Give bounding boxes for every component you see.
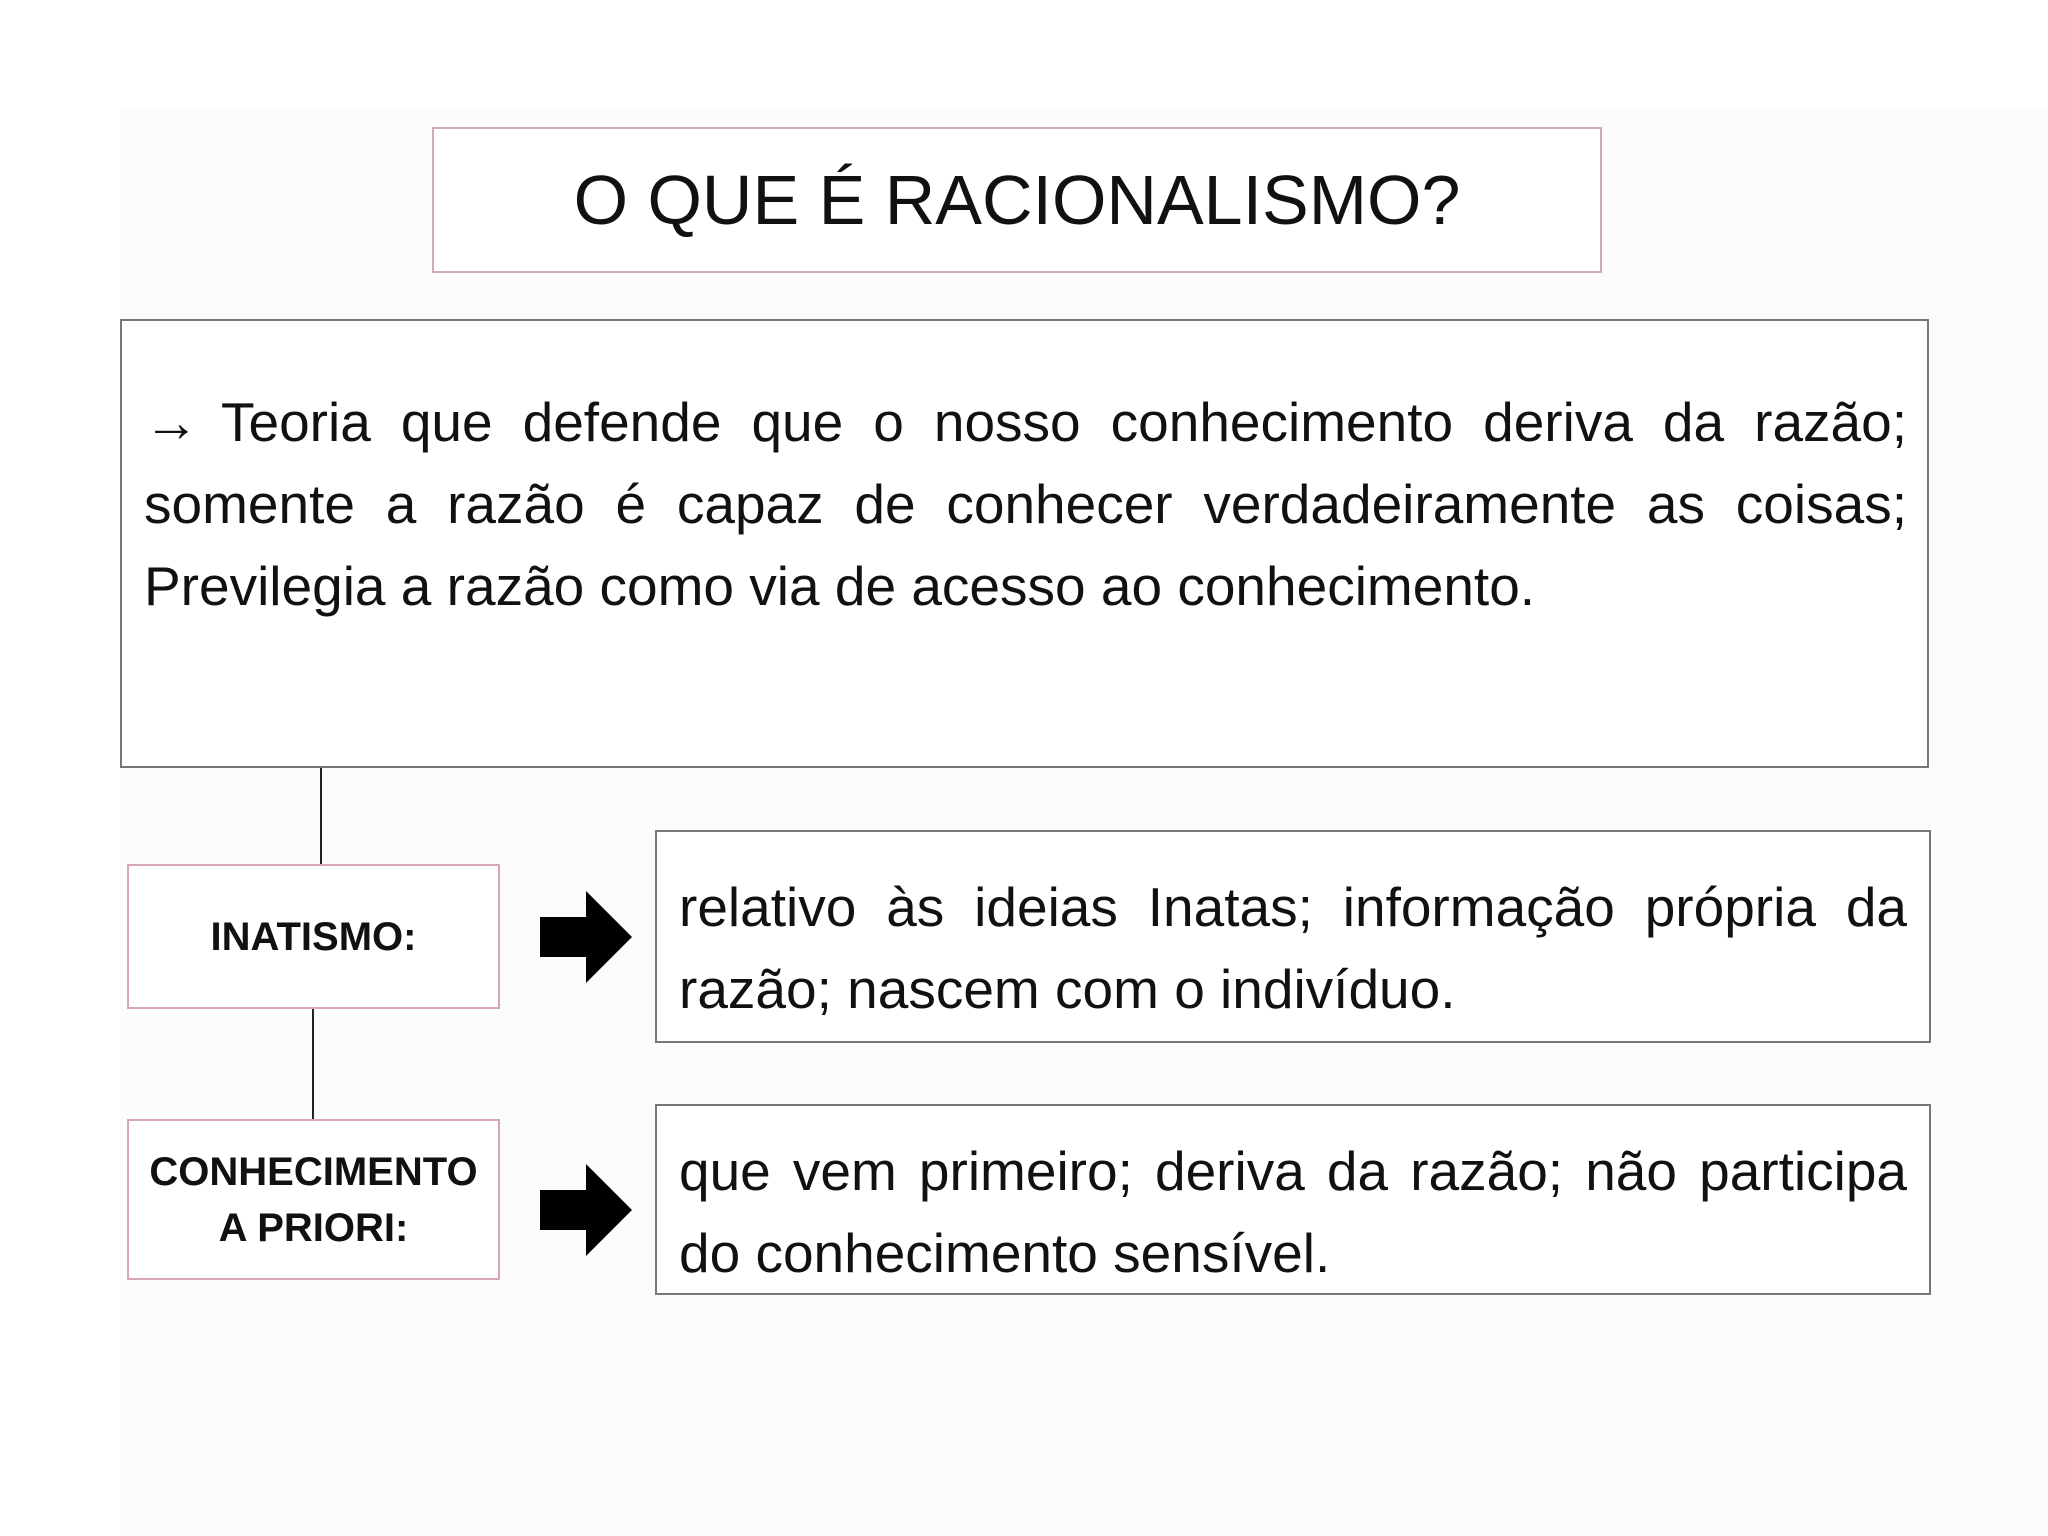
description-box-a-priori — [655, 1104, 1931, 1295]
title-box — [432, 127, 1602, 273]
page-title: O QUE É RACIONALISMO? — [573, 161, 1461, 239]
term-label-line: A PRIORI: — [218, 1205, 409, 1250]
term-box-a-priori — [127, 1119, 500, 1280]
description-box-inatismo — [655, 830, 1931, 1043]
term-label: INATISMO: — [210, 914, 417, 959]
connector-line — [320, 768, 322, 864]
connector-line — [312, 1009, 314, 1119]
definition-box — [120, 319, 1929, 768]
definition-text: Teoria que defende que o nosso conhecimento deriva da razão; somente a razão é capaz de conhecer verdadeiramente as coisas; Previlegia a razão como via de acesso ao conhecimento. — [144, 391, 1907, 617]
right-arrow-icon: → — [144, 391, 199, 453]
block-right-arrow-icon — [540, 1164, 632, 1256]
term-label — [149, 1144, 477, 1256]
definition-paragraph — [144, 381, 1907, 627]
description-text: relativo às ideias Inatas; informação própria da razão; nascem com o indivíduo. — [679, 876, 1907, 1020]
block-right-arrow-icon — [540, 891, 632, 983]
term-box-inatismo — [127, 864, 500, 1009]
description-text: que vem primeiro; deriva da razão; não participa do conhecimento sensível. — [679, 1140, 1907, 1284]
term-label-line: CONHECIMENTO — [149, 1149, 478, 1194]
